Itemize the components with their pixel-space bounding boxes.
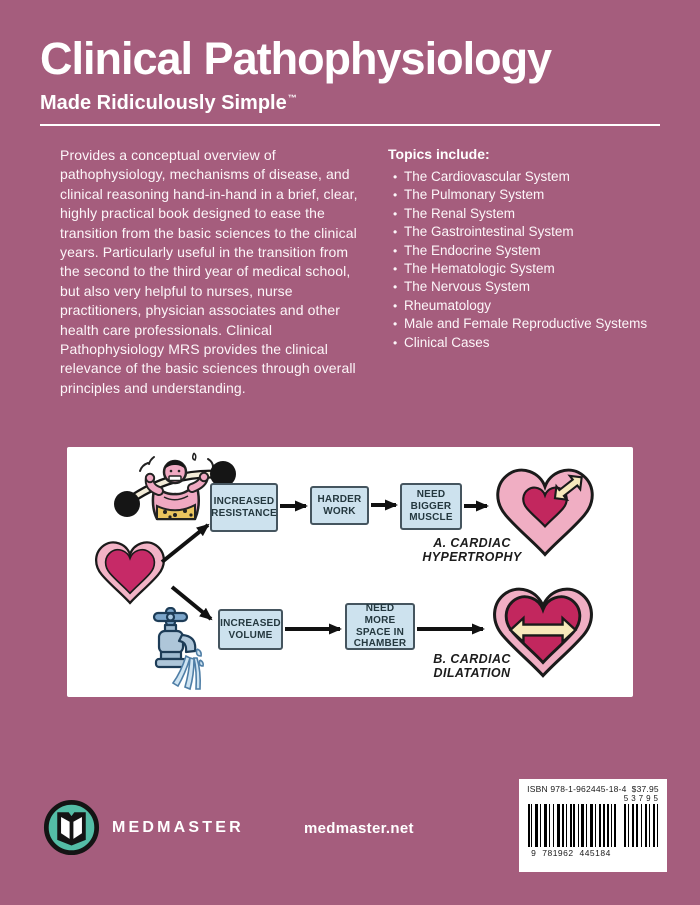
topic-label: The Cardiovascular System bbox=[404, 169, 570, 184]
list-item bbox=[388, 334, 678, 352]
bullet-icon: • bbox=[393, 243, 398, 258]
bullet-icon: • bbox=[393, 225, 398, 240]
barcode-bars-main bbox=[528, 804, 616, 847]
topics-section bbox=[388, 146, 678, 352]
topics-heading: Topics include: bbox=[388, 146, 490, 162]
price-addon-code: 53795 bbox=[623, 794, 661, 803]
label-line: A. CARDIAC bbox=[433, 536, 511, 550]
list-item bbox=[388, 297, 678, 315]
flow-box-increased-volume: INCREASED VOLUME bbox=[218, 609, 283, 650]
barcode-digits: 9 781962 445184 bbox=[531, 848, 611, 858]
bullet-icon: • bbox=[393, 335, 398, 350]
arrow-heart-to-volume bbox=[172, 587, 211, 619]
topic-label: The Nervous System bbox=[404, 279, 531, 295]
isbn-text: ISBN 978-1-962445-18-4 $37.95 bbox=[527, 784, 659, 794]
topic-label: Clinical Cases bbox=[404, 334, 490, 350]
description-paragraph: Provides a conceptual overview of pathophysiology, mechanisms of disease, and clinical reasoning hand-in-hand in a brief, clear, highly practical book designed to ease the transition from the basic sciences to the clinical years. Particularly useful in the transition from the second to the third year of medical school, but also very helpful to nurses, nurse practitioners, physician associates and other health care professionals. Clinical Pathophysiology MRS provides the clinical relevance of the basic sciences through overall principles and understanding. bbox=[60, 147, 358, 396]
book-title: Clinical Pathophysiology bbox=[40, 33, 552, 84]
bullet-icon: • bbox=[393, 206, 398, 221]
topic-label: The Pulmonary System bbox=[404, 187, 545, 203]
label-line: B. CARDIAC bbox=[433, 652, 511, 666]
topic-label: The Hematologic System bbox=[404, 261, 555, 277]
list-item bbox=[388, 223, 678, 241]
trademark-symbol: ™ bbox=[287, 93, 297, 104]
bullet-icon: • bbox=[393, 262, 398, 277]
label-line: HYPERTROPHY bbox=[422, 549, 522, 564]
list-item bbox=[388, 278, 678, 296]
topic-label: Male and Female Reproductive Systems bbox=[404, 316, 648, 332]
topic-label: The Gastrointestinal System bbox=[404, 224, 574, 240]
list-item bbox=[388, 242, 678, 260]
flow-box-increased-resistance: INCREASED RESISTANCE bbox=[210, 483, 278, 532]
bullet-icon: • bbox=[393, 188, 398, 203]
bullet-icon: • bbox=[393, 317, 398, 332]
medmaster-logo bbox=[43, 799, 100, 856]
topic-label: The Renal System bbox=[404, 205, 516, 221]
label-line: DILATATION bbox=[433, 665, 511, 680]
topic-label: The Endocrine System bbox=[404, 242, 541, 258]
website-url: medmaster.net bbox=[304, 820, 414, 837]
arrow-heart-to-resistance bbox=[162, 525, 208, 562]
bullet-icon: • bbox=[393, 280, 398, 295]
flow-box-need-bigger-muscle: NEED BIGGER MUSCLE bbox=[400, 483, 462, 530]
list-item bbox=[388, 315, 678, 333]
topics-list bbox=[388, 168, 678, 352]
flow-box-need-more-space: NEED MORE SPACE IN CHAMBER bbox=[345, 603, 415, 650]
divider-line bbox=[40, 124, 660, 126]
barcode-bars-supplement bbox=[624, 804, 661, 847]
label-cardiac-dilatation bbox=[402, 653, 542, 681]
flow-box-harder-work: HARDER WORK bbox=[310, 486, 369, 525]
list-item bbox=[388, 186, 678, 204]
book-subtitle bbox=[40, 92, 297, 115]
label-cardiac-hypertrophy bbox=[402, 537, 542, 565]
topic-label: Rheumatology bbox=[404, 297, 492, 313]
subtitle-text: Made Ridiculously Simple bbox=[40, 92, 287, 114]
barcode bbox=[519, 779, 667, 872]
brand-name: MEDMASTER bbox=[112, 819, 244, 836]
bullet-icon: • bbox=[393, 170, 398, 184]
list-item bbox=[388, 205, 678, 223]
cardiac-diagram-panel bbox=[67, 447, 633, 697]
bullet-icon: • bbox=[393, 298, 398, 313]
list-item bbox=[388, 260, 678, 278]
list-item bbox=[388, 168, 678, 186]
